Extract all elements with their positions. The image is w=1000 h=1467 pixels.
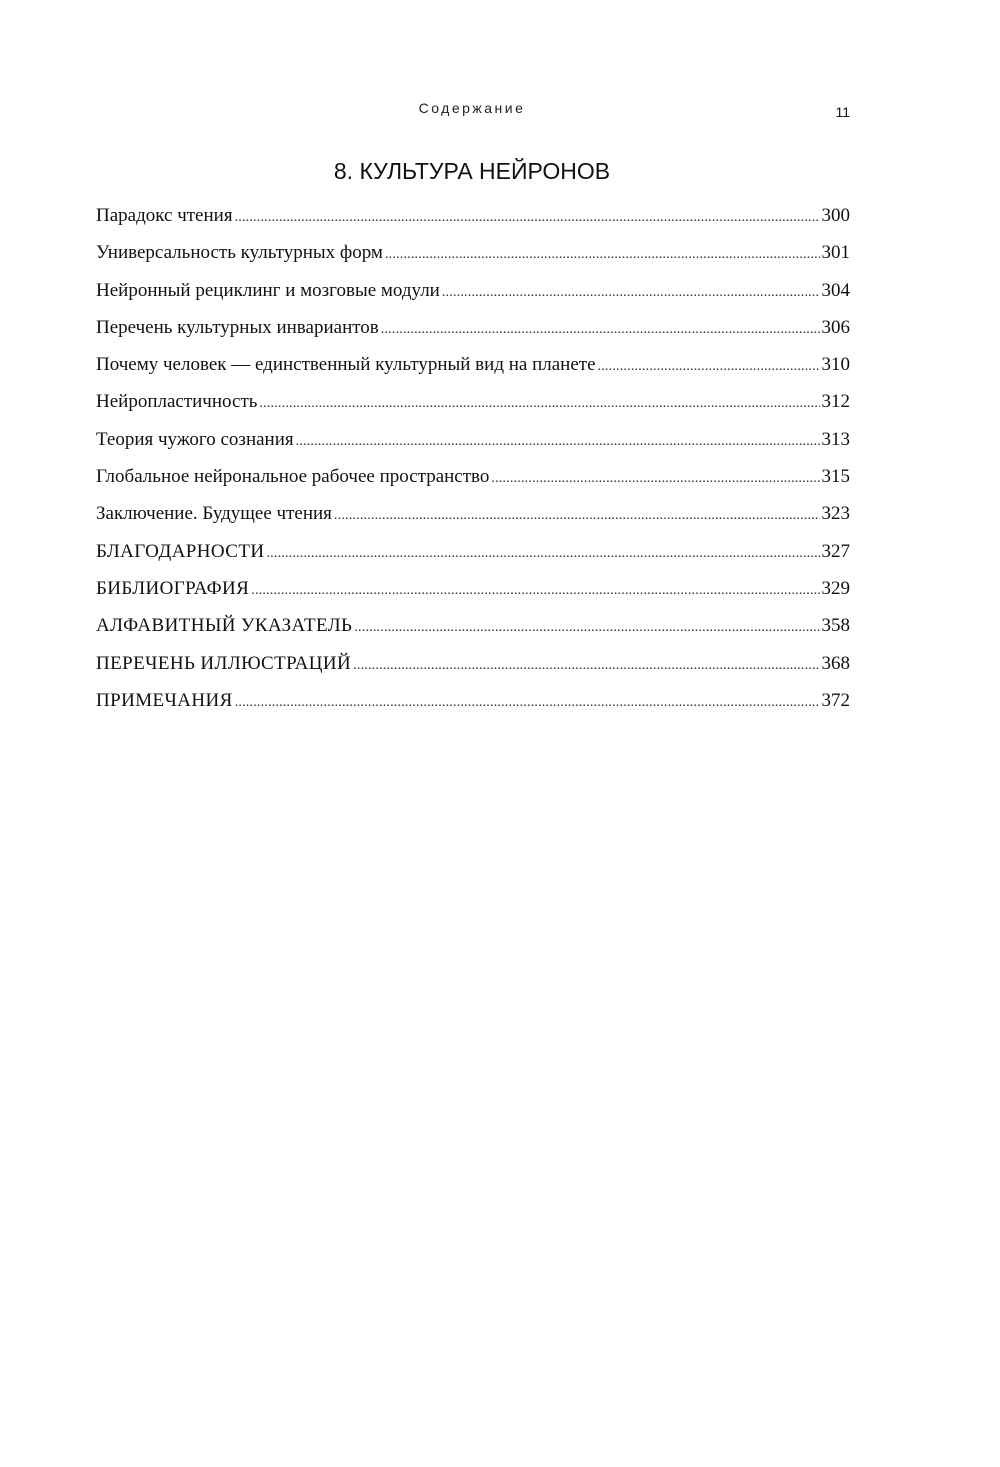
toc-entry-title: Почему человек — единственный культурный вид на планете: [96, 354, 596, 376]
dot-leader: [442, 285, 820, 301]
toc-entry[interactable]: [96, 653, 850, 690]
dot-leader: [354, 620, 819, 636]
toc-entry[interactable]: [96, 391, 850, 428]
toc-entry-title: Заключение. Будущее чтения: [96, 503, 332, 525]
toc-entry[interactable]: [96, 429, 850, 466]
toc-entry-page: 306: [821, 316, 850, 338]
toc-entry-title: АЛФАВИТНЫЙ УКАЗАТЕЛЬ: [96, 615, 353, 637]
running-head: Содержание: [418, 100, 526, 116]
dot-leader: [334, 508, 820, 524]
dot-leader: [296, 434, 820, 450]
dot-leader: [235, 695, 820, 711]
toc-entry[interactable]: [96, 280, 850, 317]
toc-entry[interactable]: [96, 242, 850, 279]
dot-leader: [385, 247, 820, 263]
table-of-contents: [96, 205, 850, 727]
toc-entry-page: 301: [821, 242, 850, 264]
toc-entry-page: 323: [821, 503, 850, 525]
dot-leader: [235, 210, 820, 226]
toc-entry-title: Перечень культурных инвариантов: [96, 316, 379, 338]
toc-entry-title: Парадокс чтения: [96, 205, 233, 226]
toc-entry-page: 304: [821, 279, 850, 301]
toc-entry[interactable]: [96, 205, 850, 242]
toc-entry-page: 327: [821, 540, 850, 562]
toc-entry[interactable]: [96, 317, 850, 354]
toc-entry-title: ПЕРЕЧЕНЬ ИЛЛЮСТРАЦИЙ: [96, 652, 352, 674]
toc-entry-page: 358: [821, 615, 850, 637]
toc-entry[interactable]: [96, 578, 850, 615]
toc-entry-title: ПРИМЕЧАНИЯ: [96, 689, 233, 711]
toc-entry[interactable]: [96, 354, 850, 391]
dot-leader: [353, 658, 819, 674]
toc-entry[interactable]: [96, 615, 850, 652]
toc-entry-title: БИБЛИОГРАФИЯ: [96, 577, 250, 599]
toc-entry-page: 312: [821, 391, 850, 413]
toc-entry[interactable]: [96, 503, 850, 540]
toc-entry[interactable]: [96, 541, 850, 578]
toc-entry-page: 313: [821, 428, 850, 450]
toc-entry-page: 315: [821, 466, 850, 488]
dot-leader: [381, 322, 820, 338]
toc-entry-title: Нейропластичность: [96, 391, 258, 413]
toc-entry-page: 368: [821, 652, 850, 674]
toc-entry[interactable]: [96, 690, 850, 727]
dot-leader: [266, 546, 819, 562]
chapter-title: 8. КУЛЬТУРА НЕЙРОНОВ: [333, 158, 611, 184]
toc-entry-title: Теория чужого сознания: [96, 428, 294, 450]
page-number: 11: [835, 104, 850, 120]
toc-entry-page: 310: [821, 354, 850, 376]
toc-entry-title: БЛАГОДАРНОСТИ: [96, 540, 265, 562]
toc-entry-title: Глобальное нейрональное рабочее пространство: [96, 466, 490, 488]
toc-entry-title: Нейронный рециклинг и мозговые модули: [96, 279, 440, 301]
toc-entry-page: 300: [821, 205, 850, 226]
dot-leader: [259, 396, 819, 412]
toc-entry-page: 329: [821, 577, 850, 599]
dot-leader: [251, 583, 819, 599]
toc-entry[interactable]: [96, 466, 850, 503]
dot-leader: [598, 359, 820, 375]
dot-leader: [491, 471, 819, 487]
toc-entry-title: Универсальность культурных форм: [96, 242, 383, 264]
toc-entry-page: 372: [821, 689, 850, 711]
